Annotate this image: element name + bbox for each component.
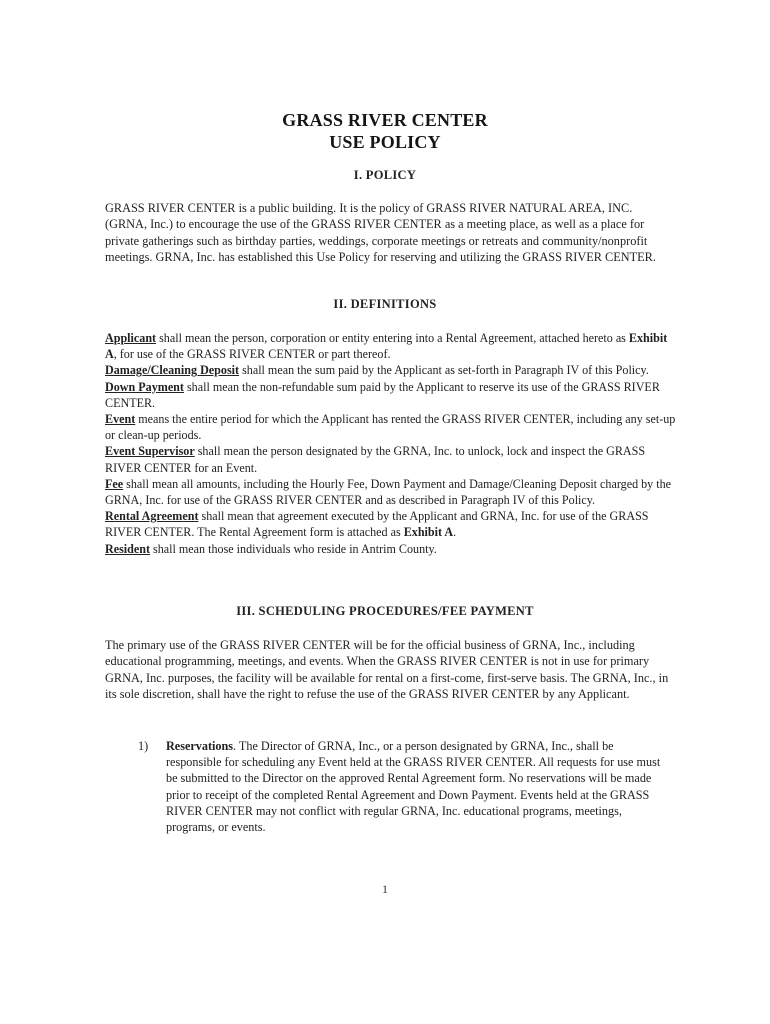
definition-text: shall mean the non-refundable sum paid by the Applicant to reserve its use of the GRASS RIVER CENTER.: [105, 379, 660, 410]
definition-text: shall mean all amounts, including the Hourly Fee, Down Payment and Damage/Cleaning Deposit charged by the GRNA, Inc. for use of the GRASS RIVER CENTER and as described in Paragraph IV of this Policy.: [105, 476, 672, 508]
definitions-list: [105, 330, 677, 557]
definition-term: Rental Agreement: [105, 509, 199, 524]
policy-paragraph: [105, 200, 670, 266]
definition-item: [105, 541, 677, 557]
list-item-number: 1): [138, 739, 149, 753]
definition-item: [105, 508, 677, 540]
definition-item: [105, 411, 677, 443]
definition-term: Event: [105, 412, 136, 427]
list-item-label: Reservations: [166, 739, 234, 753]
scheduling-paragraph: [105, 637, 670, 703]
list-item-body: [166, 738, 668, 835]
section-heading-policy: I. POLICY: [353, 168, 417, 182]
definition-text: shall mean the person designated by the GRNA, Inc. to unlock, lock and inspect the GRASS RIVER CENTER for an Event.: [105, 444, 646, 475]
list-item-text: . The Director of GRNA, Inc., or a person designated by GRNA, Inc., shall be responsible for scheduling any Event held at the GRASS RIVER CENTER. All requests for use must be submitted to the Director on the approved Rental Agreement form. No reservations will be made prior to receipt of the completed Rental Agreement and Down Payment. Events held at the GRASS RIVER CENTER may not conflict with regular GRNA, Inc. educational programs, meetings, programs, or events.: [166, 739, 661, 835]
definition-item: [105, 362, 677, 378]
definition-term: Resident: [105, 541, 151, 556]
definition-term: Applicant: [105, 331, 157, 345]
definition-term: Damage/Cleaning Deposit: [105, 363, 240, 378]
section-heading-definitions: II. DEFINITIONS: [333, 297, 437, 311]
section-heading-scheduling: III. SCHEDULING PROCEDURES/FEE PAYMENT: [236, 604, 534, 618]
definition-term: Fee: [105, 476, 124, 491]
definition-text: , for use of the GRASS RIVER CENTER or part thereof.: [113, 347, 391, 362]
definition-text: shall mean the person, corporation or entity entering into a Rental Agreement, attached hereto as: [156, 331, 629, 345]
definition-item: [105, 379, 677, 411]
definition-text: shall mean that agreement executed by the Applicant and GRNA, Inc. for use of the GRASS RIVER CENTER. The Rental Agreement form is attached as: [105, 509, 649, 540]
list-item-reservations: [138, 738, 668, 835]
definition-term: Down Payment: [105, 379, 184, 394]
definition-item: [105, 476, 677, 508]
exhibit-reference: Exhibit A: [403, 525, 454, 540]
definition-term: Event Supervisor: [105, 444, 195, 459]
policy-text: GRASS RIVER CENTER is a public building. It is the policy of GRASS RIVER NATURAL AREA, INC. (GRNA, Inc.) to encourage the use of the GRASS RIVER CENTER as a meeting place, as well as a place for private gatherings such as birthday parties, weddings, corporate meetings or retreats and community/nonprofit meetings. GRNA, Inc. has established this Use Policy for reserving and utilizing the GRASS RIVER CENTER.: [105, 201, 656, 265]
definition-item: [105, 443, 677, 475]
definition-text: shall mean those individuals who reside in Antrim County.: [150, 541, 437, 556]
scheduling-text: The primary use of the GRASS RIVER CENTER will be for the official business of GRNA, Inc., including educational programming, meetings, and events. When the GRASS RIVER CENTER is not in use for primary GRNA, Inc. purposes, the facility will be available for rental on a first-come, first-serve basis. The GRNA, Inc., in its sole discretion, shall have the right to refuse the use of the GRASS RIVER CENTER by any Applicant.: [105, 638, 669, 702]
definition-text: means the entire period for which the Applicant has rented the GRASS RIVER CENTER, including any set-up or clean-up periods.: [105, 412, 676, 443]
page-number: 1: [382, 882, 388, 896]
document-subtitle: USE POLICY: [329, 132, 441, 152]
document-title: GRASS RIVER CENTER: [282, 110, 488, 130]
definition-text: shall mean the sum paid by the Applicant as set-forth in Paragraph IV of this Policy.: [239, 363, 649, 378]
exhibit-reference: Exhibit A: [105, 331, 668, 362]
definition-item: [105, 330, 677, 362]
definition-text: .: [453, 525, 457, 540]
